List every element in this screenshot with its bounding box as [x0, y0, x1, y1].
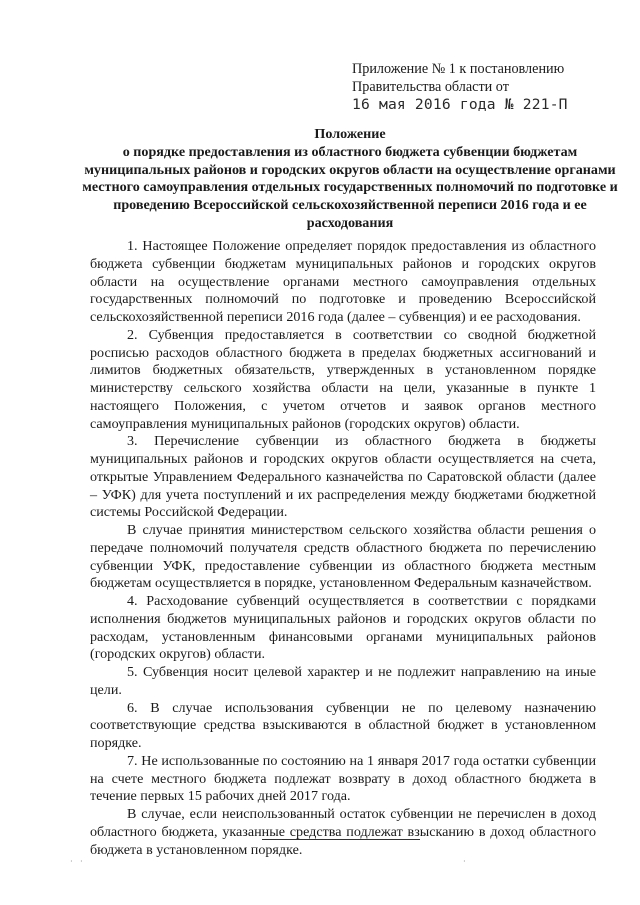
- paragraph-5: 5. Субвенция носит целевой характер и не подлежит направлению на иные цели.: [90, 664, 596, 698]
- scan-speck: ·: [70, 857, 73, 866]
- appendix-line-2: Правительства области от: [352, 79, 509, 95]
- paragraph-6: 6. В случае использования субвенции не по целевому назначению соответствующие средства взыскиваются в областной бюджет в установленном порядке.: [90, 699, 596, 751]
- appendix-reference: [352, 60, 622, 114]
- scan-speck: ·: [80, 857, 83, 866]
- paragraph-2: 2. Субвенция предоставляется в соответствии со сводной бюджетной росписью расходов областного бюджета в пределах бюджетных ассигнований и лимитов бюджетных обязательств, утвержденных в установленном порядке министерству сельского хозяйства области на цели, указанные в пункте 1 настоящего Положения, с учетом отчетов и заявок органов местного самоуправления муниципальных районов (городских округов) области.: [90, 326, 596, 432]
- paragraph-4: 4. Расходование субвенций осуществляется в соответствии с порядками исполнения бюджетов муниципальных районов и городских округов области по расходам, установленным финансовыми органами муниципальных районов (городских округов) области.: [90, 593, 596, 663]
- document-body: [90, 238, 596, 859]
- title-heading: Положение: [314, 126, 386, 142]
- paragraph-3-continuation: В случае принятия министерством сельского хозяйства области решения о передаче полномочий получателя средств областного бюджета по перечислению субвенции УФК, предоставление субвенции из областного бюджета местным бюджетам осуществляется в порядке, установленном Федеральным казначейством.: [90, 522, 596, 592]
- appendix-date-line: 16 мая 2016 года № 221-П: [352, 96, 568, 113]
- document-title: [80, 126, 620, 233]
- paragraph-7-continuation: В случае, если неиспользованный остаток субвенции не перечислен в доход областного бюджета, указанные средства подлежат взысканию в доход областного бюджета в установленном порядке.: [90, 806, 596, 858]
- scan-speck: ·: [463, 857, 466, 866]
- paragraph-3: 3. Перечисление субвенции из областного бюджета в бюджеты муниципальных районов и городских округов области осуществляется на счета, открытые Управлением Федерального казначейства по Саратовской области (далее – УФК) для учета поступлений и их распределения между бюджетами бюджетной системы Российской Федерации.: [90, 433, 596, 521]
- paragraph-1: 1. Настоящее Положение определяет порядок предоставления из областного бюджета субвенции бюджетам муниципальных районов и городских округов области на осуществление органами местного самоуправления отдельных государственных полномочий по подготовке и проведению Всероссийской сельскохозяйственной переписи 2016 года (далее – субвенция) и ее расходования.: [90, 238, 596, 325]
- end-separator-line: [262, 839, 420, 840]
- title-subtitle: о порядке предоставления из областного бюджета субвенции бюджетам муниципальных районов и городских округов области на осуществление органами местного самоуправления отдельных государственных полномочий по подготовке и проведению Всероссийской сельскохозяйственной переписи 2016 года и ее расходования: [82, 143, 618, 231]
- appendix-line-1: Приложение № 1 к постановлению: [352, 61, 565, 77]
- paragraph-7: 7. Не использованные по состоянию на 1 января 2017 года остатки субвенции на счете местного бюджета подлежат возврату в доход областного бюджета в течение первых 15 рабочих дней 2017 года.: [90, 752, 596, 805]
